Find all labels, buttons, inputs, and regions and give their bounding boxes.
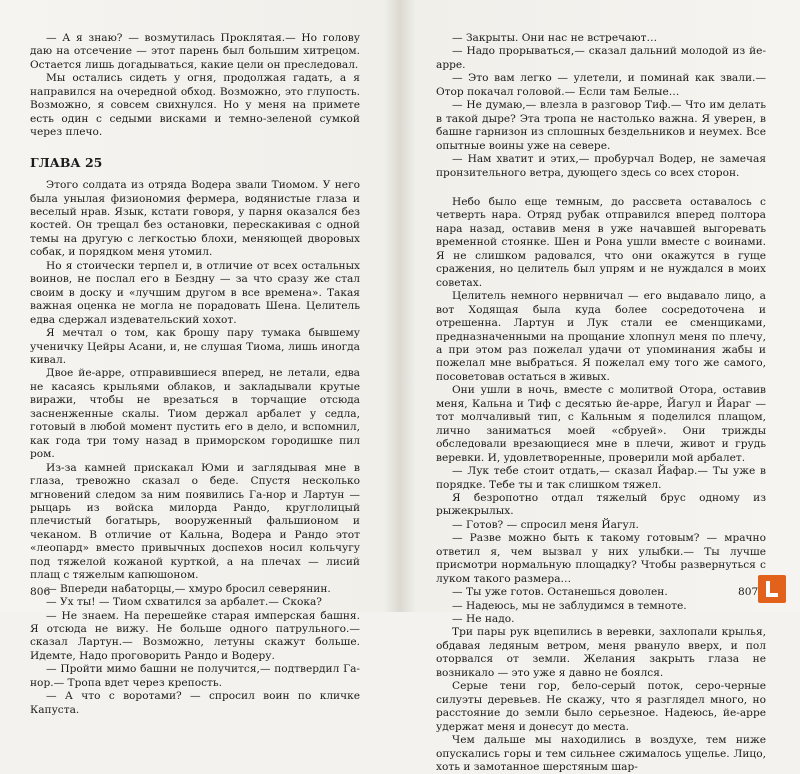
paragraph: Чем дальше мы находились в воздухе, тем ниже опускались горы и тем сильнее сжималось ущелье. Лицо, хоть и замотанное шерстяным шар- bbox=[436, 734, 766, 774]
paragraph: — Готов? — спросил меня Йагул. bbox=[452, 518, 639, 531]
paragraph: — Ух ты! — Тиом схватился за арбалет.— Скока? bbox=[46, 596, 322, 609]
paragraph: Я мечтал о том, как брошу пару тумака бывшему ученичку Цейры Асани, и, не слушая Тиома, лишь иногда кивал. bbox=[30, 327, 360, 366]
left-page-text-before bbox=[30, 32, 360, 140]
publisher-logo-icon bbox=[758, 575, 786, 603]
paragraph: — Надеюсь, мы не заблудимся в темноте. bbox=[452, 599, 687, 612]
page-number-left: 806 bbox=[30, 586, 51, 598]
paragraph: — А что с воротами? — спросил воин по кличке Капуста. bbox=[30, 690, 360, 716]
paragraph: Двое йе-арре, отправившиеся вперед, не летали, едва не касаясь крыльями облаков, и закладывали крутые виражи, чтобы не врезаться в торчащие отсюда засненженные скалы. Тиом держал арбалет у седла, готовый в любой момент пустить его в дело, и вспомнил, как года три тому назад в приморском городишке пил ром. bbox=[30, 367, 360, 461]
paragraph: — Не знаем. На перешейке старая имперская башня. Я отсюда не вижу. Не больше одного патрульного.— сказал Лартун.— Возможно, летуны скажут больше. Идемте, Надо проговорить Рандо и Водеру. bbox=[30, 609, 360, 662]
paragraph: — Это вам легко — улетели, и поминай как звали.— Отор покачал головой.— Если там Белые… bbox=[436, 72, 766, 98]
section-break bbox=[436, 180, 766, 196]
left-page-text-after bbox=[30, 179, 360, 717]
left-page bbox=[30, 32, 360, 717]
paragraph: Этого солдата из отряда Водера звали Тиомом. У него была унылая физиономия фермера, водянистые глаза и веселый нрав. Язык, кстати говоря, у парня оказался без костей. Он трещал без остановки, перескакивая с одной темы на другую с легкостью блохи, меняющей дворовых собак, и порядком меня утомил. bbox=[30, 179, 360, 259]
paragraph: Серые тени гор, бело-серый поток, серо-черные силуэты деревьев. Не скажу, что я разглядел много, но расстояние до земли было серьезное. Надеюсь, йе-арре удержат меня и донесут до места. bbox=[436, 680, 766, 733]
right-page bbox=[436, 32, 766, 774]
chapter-title: ГЛАВА 25 bbox=[30, 154, 103, 170]
paragraph: — А я знаю? — возмутилась Проклятая.— Но голову даю на отсечение — этот парень был большим хитрецом. Остается лишь догадываться, какие цели он преследовал. bbox=[30, 32, 360, 71]
right-page-text-after bbox=[436, 196, 766, 774]
paragraph: — Лук тебе стоит отдать,— сказал Йафар.— Ты уже в порядке. Тебе ты и так слишком тяжел. bbox=[436, 465, 766, 491]
right-page-text-before bbox=[436, 32, 766, 180]
paragraph: Целитель немного нервничал — его выдавало лицо, а вот Ходящая была куда более сосредоточена и отрешенна. Лартун и Лук стали ее сменщиками, предназначенными на прощание хлопнул меня по плечу, а при этом раз пожелал удачи от упоминания жабы и пожелал мне выбраться. Я пожелал ему того же самого, посоветовав остаться в живых. bbox=[436, 290, 766, 383]
paragraph: Я безропотно отдал тяжелый брус одному из рыжекрылых. bbox=[436, 491, 766, 518]
paragraph: — Разве можно быть к такому готовым? — мрачно ответил я, чем вызвал у них улыбки.— Ты лучше присмотри нормальную площадку? Чтобы развернуться с луком такого размера… bbox=[436, 532, 766, 585]
paragraph: Но я стоически терпел и, в отличие от всех остальных воинов, не послал его в Бездну — за что сразу же стал своим в доску и «лучшим другом в все времена». Такая важная оценка не могла не порадовать Шена. Целитель едва сдержал издевательский хохот. bbox=[30, 259, 360, 326]
paragraph: — Впереди набаторцы,— хмуро бросил северянин. bbox=[46, 582, 331, 595]
paragraph: Из-за камней прискакал Юми и заглядывая мне в глаза, тревожно сказал о беде. Спустя несколько мгновений следом за ним появились Га-нор и Лартун — рыцарь из войска милорда Рандо, круглолицый плечистый богатырь, вооруженный фальшионом и чеканом. В отличие от Кальна, Водера и Рандо этот «леопард» вместо привычных доспехов носил кольчугу под тяжелой кожаной курткой, а на плечах — лисий плащ с тяжелым капюшоном. bbox=[30, 461, 360, 582]
paragraph: — Пройти мимо башни не получится,— подтвердил Га-нор.— Тропа вдет через крепость. bbox=[30, 663, 360, 689]
paragraph: — Нам хватит и этих,— пробурчал Водер, не замечая пронзительного ветра, дующего здесь со всех сторон. bbox=[436, 153, 766, 179]
paragraph: Небо было еще темным, до рассвета оставалось с четверть нара. Отряд рубак отправился вперед полтора нара назад, оставив меня в уже начавшей выгоревать временной стоянке. Шен и Рона ушли вместе с воинами. Я не слишком радовался, что они окажутся в гуще сражения, но целитель был упрям и не нуждался в моих советах. bbox=[436, 195, 766, 289]
paragraph: Три пары рук вцепились в веревки, захлопали крылья, обдавая ледяным ветром, меня рвануло вверх, и пол оторвался от земли. Желания закрыть глаза не возникало — это уже я давно не боялся. bbox=[436, 626, 766, 679]
paragraph: — Закрыты. Они нас не встречают… bbox=[452, 32, 658, 44]
paragraph: Они ушли в ночь, вместе с молитвой Отора, оставив меня, Кальна и Тиф с десятью йе-арре, Йагул и Йараг — тот молчаливый тип, с Кальным я поделился плащом, лично заниматься моей «сбруей». Они трижды обследовали врезающиеся мне в плечи, живот и грудь веревки. И, удовлетворенные, проверили мой арбалет. bbox=[436, 384, 766, 464]
paragraph: Мы остались сидеть у огня, продолжая гадать, а я направился на очередной обход. Возможно, это глупость. Возможно, я совсем свихнулся. Но у меня на примете есть один с седыми висками и темно-зеленой сумкой через плечо. bbox=[30, 72, 360, 139]
paragraph: — Ты уже готов. Останешься доволен. bbox=[452, 586, 668, 599]
page-number-right: 807 bbox=[738, 586, 759, 598]
paragraph: — Не надо. bbox=[452, 613, 515, 626]
paragraph: — Не думаю,— влезла в разговор Тиф.— Что им делать в такой дыре? Эта тропа не настолько важна. Я уверен, в башне гарнизон из сплошных бездельников и неумех. Все опытные воины уже на севере. bbox=[436, 99, 766, 152]
paragraph: — Надо прорываться,— сказал дальний молодой из йе-арре. bbox=[436, 45, 766, 71]
